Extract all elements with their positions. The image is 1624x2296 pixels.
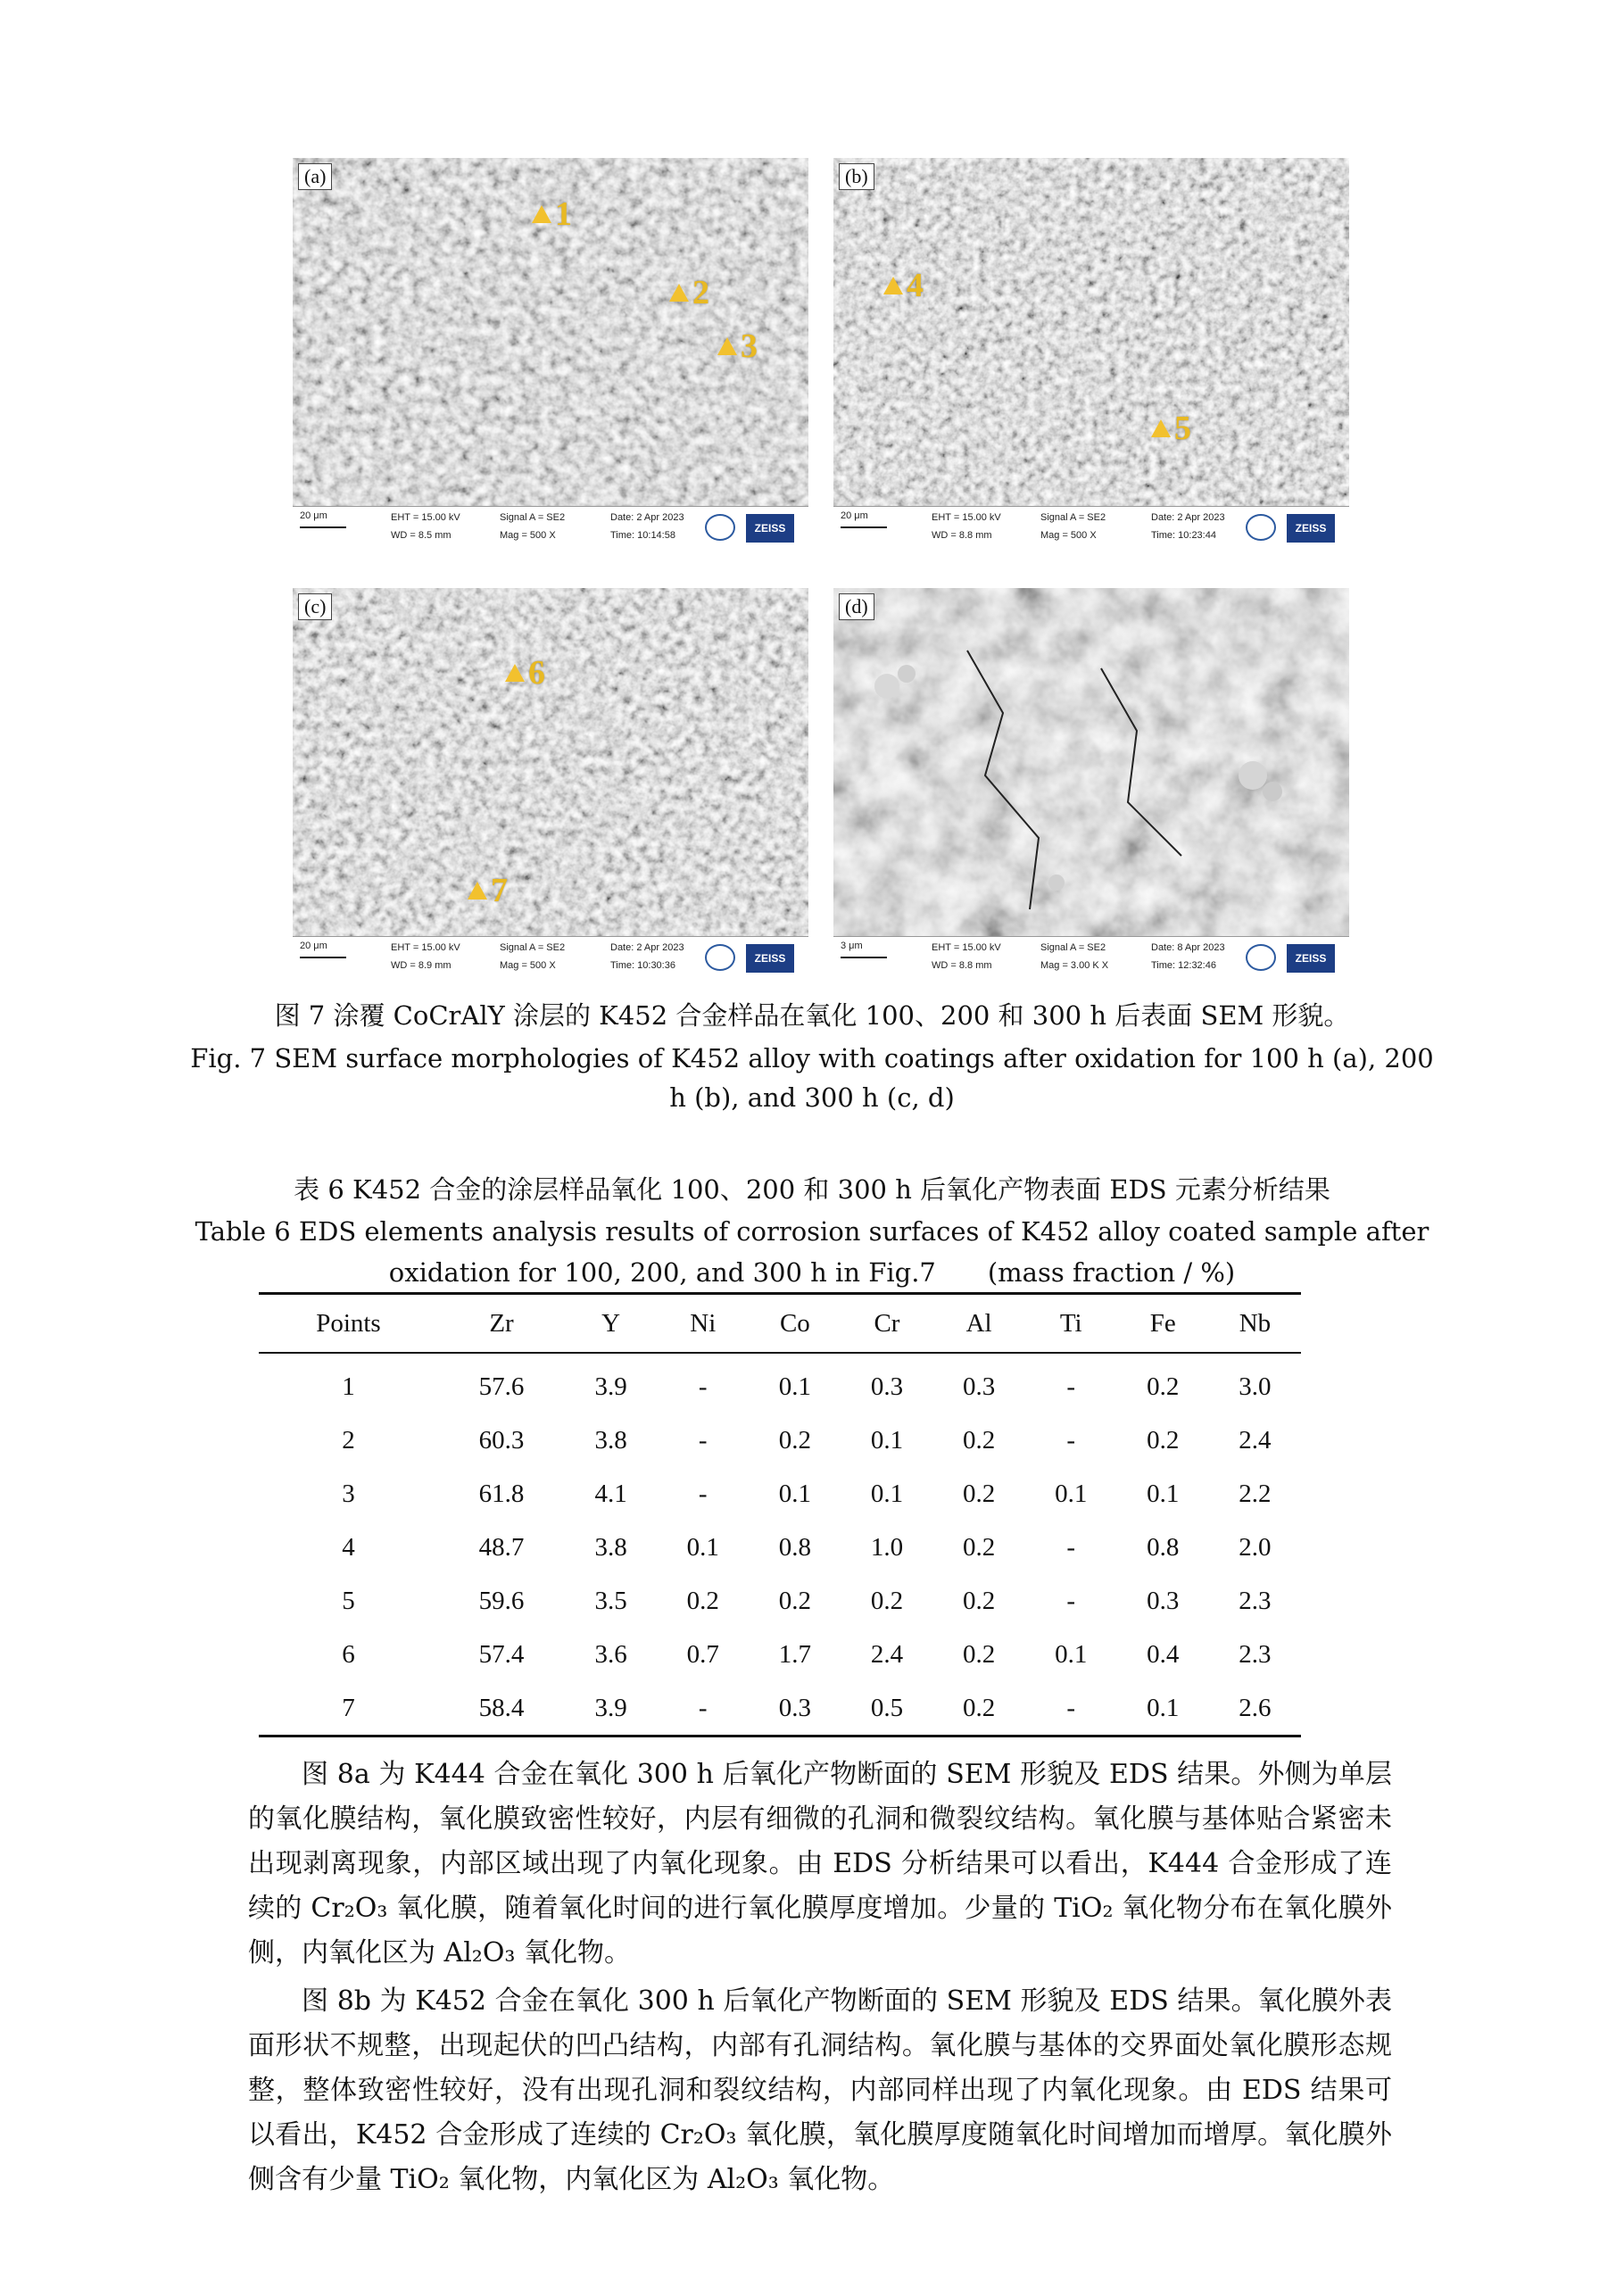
scale-bar: [300, 957, 346, 958]
header-nb: Nb: [1239, 1308, 1272, 1338]
eht-value: EHT = 15.00 kV: [932, 942, 1001, 953]
triangle-marker-icon: [1151, 419, 1171, 437]
table-cell: 57.6: [478, 1372, 525, 1401]
paragraph-text: 图 8b 为 K452 合金在氧化 300 h 后氧化产物断面的 SEM 形貌及 EDS 结果。氧化膜外表面形状不规整，出现起伏的凹凸结构，内部有孔洞结构。氧化膜与基体的交界面处氧化膜形态规整，整体致密性较好，没有出现孔洞和裂纹结构，内部同样出现了内氧化现象。由 EDS 结果可以看出，K452 合金形成了连续的 Cr₂O₃ 氧化膜，氧化膜厚度随氧化时间增加而增厚。氧化膜外侧含有少量 TiO₂ 氧化物，内氧化区为 Al₂O₃ 氧化物。: [248, 1985, 1392, 2195]
table-cell: 59.6: [478, 1586, 525, 1615]
sem-panel-b: [833, 158, 1349, 549]
table-cell: 0.1: [686, 1532, 719, 1562]
table-cell: 2.4: [870, 1639, 904, 1669]
sem-databar: [293, 936, 808, 979]
sem-image: [833, 588, 1349, 936]
header-cr: Cr: [874, 1308, 900, 1338]
table-cell: 0.5: [870, 1693, 904, 1722]
triangle-marker-icon: [883, 277, 903, 294]
institute-logo-icon: [705, 944, 735, 971]
table-cell: 2.4: [1239, 1425, 1272, 1455]
sem-image: [293, 588, 808, 936]
scale-label: 20 μm: [841, 510, 868, 521]
header-ti: Ti: [1059, 1308, 1082, 1338]
triangle-marker-icon: [669, 284, 689, 302]
mag-value: Mag = 500 X: [500, 530, 556, 541]
table-cell: 0.1: [1055, 1479, 1088, 1508]
table-cell: 0.8: [778, 1532, 811, 1562]
table-caption-en: Table 6 EDS elements analysis results of corrosion surfaces of K452 alloy coated sample after oxidation for 100, 200, and 300 h in Fig.7 (mass fraction / %): [195, 1216, 1429, 1288]
table-cell: 0.2: [962, 1639, 996, 1669]
figure-7: [293, 158, 1349, 977]
header-al: Al: [965, 1308, 992, 1338]
point-marker: 2: [669, 276, 709, 310]
table-cell: 48.7: [478, 1532, 525, 1562]
table-row: [259, 1628, 1301, 1681]
table-cell: 6: [342, 1639, 355, 1669]
time-value: Time: 10:30:36: [610, 960, 675, 971]
table-row: [259, 1574, 1301, 1628]
eht-value: EHT = 15.00 kV: [932, 512, 1001, 523]
table-cell: 2.3: [1239, 1639, 1272, 1669]
table-cell: 3.9: [594, 1372, 627, 1401]
table-cell: 0.2: [962, 1479, 996, 1508]
scale-bar: [841, 526, 887, 528]
table-cell: 0.2: [686, 1586, 719, 1615]
table-cell: 2: [342, 1425, 355, 1455]
table-cell: 7: [342, 1693, 355, 1722]
table-cell: 0.3: [778, 1693, 811, 1722]
table-cell: 1: [342, 1372, 355, 1401]
scale-bar: [300, 526, 346, 528]
table-cell: 0.3: [1147, 1586, 1180, 1615]
table-cell: 2.6: [1239, 1693, 1272, 1722]
table-row: [259, 1413, 1301, 1467]
table-cell: -: [698, 1425, 708, 1455]
eht-value: EHT = 15.00 kV: [391, 512, 460, 523]
table-cell: 2.0: [1239, 1532, 1272, 1562]
zeiss-logo: ZEISS: [746, 944, 794, 973]
table-cell: 3.6: [594, 1639, 627, 1669]
sem-databar: [293, 506, 808, 549]
signal-value: Signal A = SE2: [500, 942, 566, 953]
table-cell: 0.1: [1147, 1479, 1180, 1508]
table-cell: 0.2: [1147, 1425, 1180, 1455]
institute-logo-icon: [1246, 944, 1276, 971]
triangle-marker-icon: [468, 882, 487, 899]
sem-image: [833, 158, 1349, 506]
triangle-marker-icon: [532, 205, 551, 223]
table-cell: 60.3: [478, 1425, 525, 1455]
time-value: Time: 12:32:46: [1151, 960, 1216, 971]
table-caption-zh: 表 6 K452 合金的涂层样品氧化 100、200 和 300 h 后氧化产物表面 EDS 元素分析结果: [294, 1174, 1330, 1205]
date-value: Date: 2 Apr 2023: [610, 942, 684, 953]
table-cell: -: [698, 1693, 708, 1722]
table-row: [259, 1467, 1301, 1521]
figure-caption-zh: 图 7 涂覆 CoCrAlY 涂层的 K452 合金样品在氧化 100、200 和 300 h 后表面 SEM 形貌。: [274, 1000, 1350, 1031]
table-cell: -: [1066, 1586, 1076, 1615]
body-paragraph-1: [248, 1753, 1392, 1976]
point-marker: 3: [717, 329, 758, 363]
scale-bar: [841, 957, 887, 958]
scale-label: 20 μm: [300, 941, 327, 951]
table-cell: 3: [342, 1479, 355, 1508]
mag-value: Mag = 500 X: [1040, 530, 1097, 541]
scale-label: 20 μm: [300, 510, 327, 521]
date-value: Date: 8 Apr 2023: [1151, 942, 1225, 953]
header-fe: Fe: [1149, 1308, 1176, 1338]
point-marker: 6: [505, 656, 545, 690]
table-cell: 4: [342, 1532, 355, 1562]
date-value: Date: 2 Apr 2023: [1151, 512, 1225, 523]
table-cell: -: [1066, 1372, 1076, 1401]
table-cell: 0.4: [1147, 1639, 1180, 1669]
table-cell: 3.0: [1239, 1372, 1272, 1401]
body-paragraph-2: [248, 1979, 1392, 2202]
panel-label: (d): [839, 593, 874, 620]
table-cell: -: [1066, 1425, 1076, 1455]
eds-table: [259, 1292, 1301, 1737]
header-zr: Zr: [489, 1308, 514, 1338]
table-cell: 2.3: [1239, 1586, 1272, 1615]
panel-label: (b): [839, 163, 874, 190]
table-cell: 3.8: [594, 1532, 627, 1562]
table-cell: 0.3: [870, 1372, 904, 1401]
table-cell: 0.3: [962, 1372, 996, 1401]
scale-label: 3 μm: [841, 941, 863, 951]
zeiss-logo: ZEISS: [1287, 514, 1335, 543]
header-points: Points: [316, 1308, 381, 1338]
table-cell: 3.9: [594, 1693, 627, 1722]
table-cell: 1.0: [870, 1532, 904, 1562]
table-cell: 0.1: [1055, 1639, 1088, 1669]
table-cell: 0.2: [778, 1586, 811, 1615]
table-row: [259, 1353, 1301, 1413]
table-cell: 0.2: [962, 1586, 996, 1615]
header-y: Y: [601, 1308, 621, 1338]
table-cell: 3.5: [594, 1586, 627, 1615]
table-cell: 5: [342, 1586, 355, 1615]
zeiss-logo: ZEISS: [746, 514, 794, 543]
table-row: [259, 1521, 1301, 1574]
sem-databar: [833, 506, 1349, 549]
table-cell: 61.8: [478, 1479, 525, 1508]
time-value: Time: 10:23:44: [1151, 530, 1216, 541]
institute-logo-icon: [1246, 514, 1276, 541]
zeiss-logo: ZEISS: [1287, 944, 1335, 973]
table-cell: 3.8: [594, 1425, 627, 1455]
mag-value: Mag = 500 X: [500, 960, 556, 971]
point-marker: 7: [468, 874, 508, 908]
signal-value: Signal A = SE2: [1040, 512, 1106, 523]
date-value: Date: 2 Apr 2023: [610, 512, 684, 523]
table-cell: -: [1066, 1532, 1076, 1562]
table-cell: 0.2: [962, 1532, 996, 1562]
table-cell: -: [698, 1479, 708, 1508]
table-row: [259, 1681, 1301, 1737]
mag-value: Mag = 3.00 K X: [1040, 960, 1109, 971]
table-cell: -: [698, 1372, 708, 1401]
table-cell: 0.2: [962, 1693, 996, 1722]
table-cell: 58.4: [478, 1693, 525, 1722]
point-marker: 1: [532, 197, 572, 231]
paragraph-text: 图 8a 为 K444 合金在氧化 300 h 后氧化产物断面的 SEM 形貌及 EDS 结果。外侧为单层的氧化膜结构，氧化膜致密性较好，内层有细微的孔洞和微裂纹结构。氧化膜与基体贴合紧密未出现剥离现象，内部区域出现了内氧化现象。由 EDS 分析结果可以看出，K444 合金形成了连续的 Cr₂O₃ 氧化膜，随着氧化时间的进行氧化膜厚度增加。少量的 TiO₂ 氧化物分布在氧化膜外侧，内氧化区为 Al₂O₃ 氧化物。: [248, 1759, 1392, 1969]
institute-logo-icon: [705, 514, 735, 541]
sem-panel-d: [833, 588, 1349, 979]
table-cell: 0.8: [1147, 1532, 1180, 1562]
panel-label: (a): [298, 163, 332, 190]
table-cell: 0.7: [686, 1639, 719, 1669]
signal-value: Signal A = SE2: [1040, 942, 1106, 953]
sem-databar: [833, 936, 1349, 979]
sem-panel-a: [293, 158, 808, 549]
table-cell: 0.1: [870, 1425, 904, 1455]
table-cell: 0.2: [1147, 1372, 1180, 1401]
point-marker: 5: [1151, 411, 1191, 445]
table-cell: 2.2: [1239, 1479, 1272, 1508]
wd-value: WD = 8.8 mm: [932, 530, 992, 541]
wd-value: WD = 8.9 mm: [391, 960, 452, 971]
triangle-marker-icon: [717, 337, 737, 355]
table-cell: 4.1: [594, 1479, 627, 1508]
table-cell: 0.2: [962, 1425, 996, 1455]
table-cell: 0.1: [1147, 1693, 1180, 1722]
table-cell: 0.1: [870, 1479, 904, 1508]
table-cell: 0.1: [778, 1479, 811, 1508]
table-cell: 0.1: [778, 1372, 811, 1401]
table-cell: 1.7: [778, 1639, 811, 1669]
table-header-row: [259, 1294, 1301, 1354]
wd-value: WD = 8.5 mm: [391, 530, 452, 541]
sem-panel-c: [293, 588, 808, 979]
header-co: Co: [779, 1308, 810, 1338]
table-cell: 0.2: [870, 1586, 904, 1615]
signal-value: Signal A = SE2: [500, 512, 566, 523]
table-cell: 0.2: [778, 1425, 811, 1455]
table-cell: -: [1066, 1693, 1076, 1722]
triangle-marker-icon: [505, 664, 525, 682]
figure-caption-en: Fig. 7 SEM surface morphologies of K452 alloy with coatings after oxidation for 100 h (a), 200 h (b), and 300 h (c, d): [190, 1043, 1434, 1113]
panel-label: (c): [298, 593, 332, 620]
point-marker: 4: [883, 269, 924, 303]
eht-value: EHT = 15.00 kV: [391, 942, 460, 953]
time-value: Time: 10:14:58: [610, 530, 675, 541]
header-ni: Ni: [690, 1308, 717, 1338]
wd-value: WD = 8.8 mm: [932, 960, 992, 971]
table-cell: 57.4: [478, 1639, 525, 1669]
